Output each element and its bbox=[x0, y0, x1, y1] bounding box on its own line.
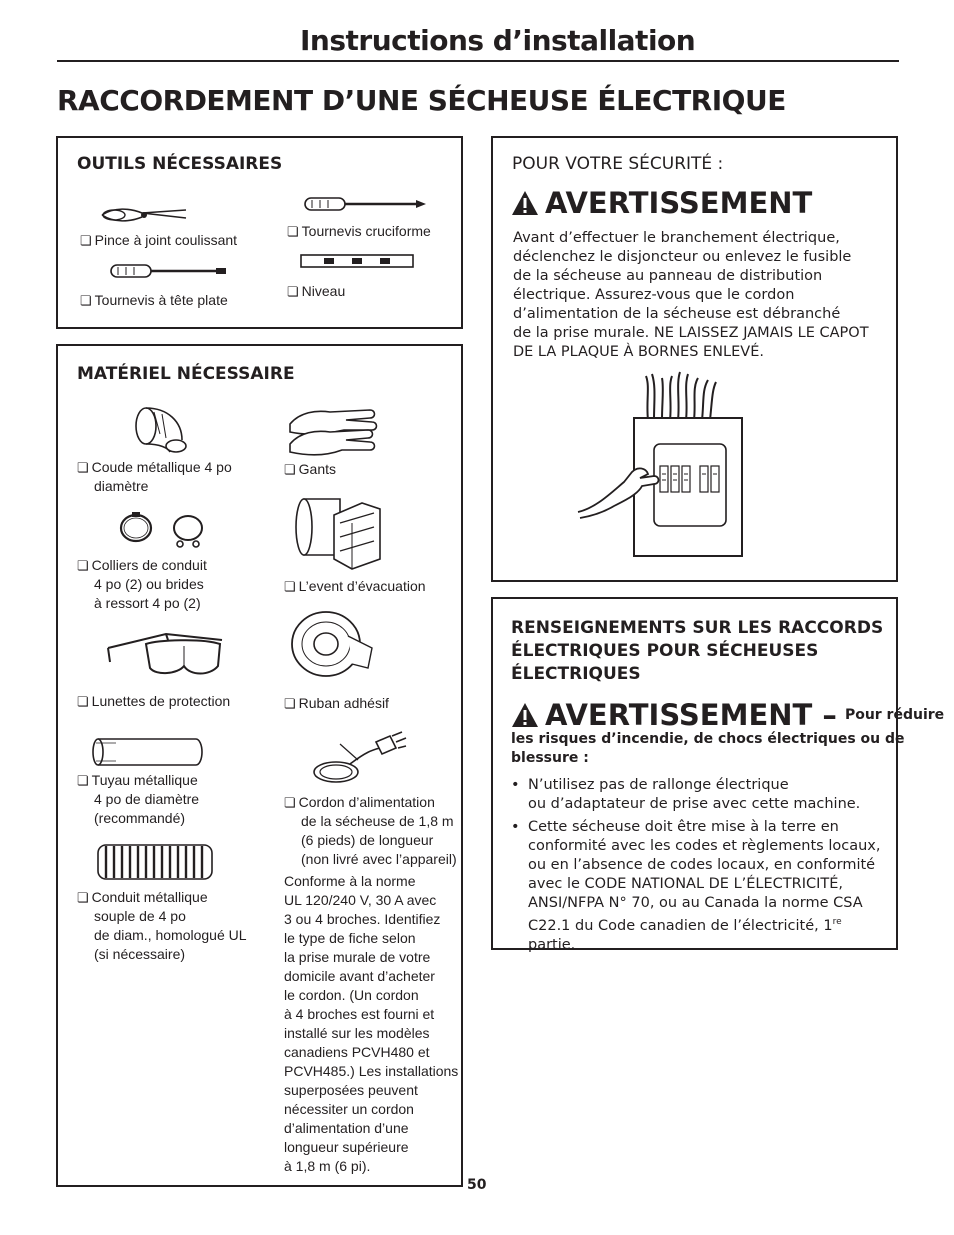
cord-note-line: PCVH485.) Les installations bbox=[284, 1063, 459, 1079]
electrical-heading-line: ÉLECTRIQUES POUR SÉCHEUSES bbox=[511, 641, 819, 661]
checkbox-icon: ❏ bbox=[284, 696, 296, 711]
warning-triangle-icon bbox=[511, 702, 539, 728]
safety-line: de la prise murale. NE LAISSEZ JAMAIS LE CAPOT bbox=[513, 325, 869, 341]
cord-note-line: installé sur les modèles bbox=[284, 1025, 430, 1041]
cord-note-line: le cordon. (Un cordon bbox=[284, 987, 419, 1003]
bullet-line: ou en l’absence de codes locaux, en conformité bbox=[528, 857, 876, 873]
phillips-screwdriver-icon bbox=[304, 196, 430, 212]
checkbox-icon: ❏ bbox=[80, 293, 92, 308]
electrical-heading bbox=[511, 617, 883, 686]
bullet-line: N’utilisez pas de rallonge électrique bbox=[528, 777, 789, 793]
checkbox-icon: ❏ bbox=[77, 694, 89, 709]
elbow-line-1: Coude métallique 4 po bbox=[91, 459, 232, 475]
cord-note-line: canadiens PCVH480 et bbox=[284, 1044, 430, 1060]
gloves-icon bbox=[286, 404, 378, 458]
cord-note-line: 3 ou 4 broches. Identifiez bbox=[284, 911, 441, 927]
warning-sub-line: les risques d’incendie, de chocs électriques ou de bbox=[511, 731, 905, 747]
checkbox-icon: ❏ bbox=[77, 460, 89, 475]
pipe-line-3: (recommandé) bbox=[94, 810, 186, 826]
power-cord-icon bbox=[310, 730, 408, 786]
tool-pliers bbox=[80, 231, 237, 250]
cord-note-line: superposées peuvent bbox=[284, 1082, 418, 1098]
safety-goggles-icon bbox=[106, 632, 224, 678]
checkbox-icon: ❏ bbox=[77, 773, 89, 788]
section-title: RACCORDEMENT D’UNE SÉCHEUSE ÉLECTRIQUE bbox=[57, 84, 786, 117]
header-title: Instructions d’installation bbox=[300, 24, 696, 57]
bullet-line: Cette sécheuse doit être mise à la terre en bbox=[528, 819, 839, 835]
checkbox-icon: ❏ bbox=[287, 284, 299, 299]
safety-line: d’alimentation de la sécheuse est débranché bbox=[513, 306, 841, 322]
cord-line-1: Cordon d’alimentation bbox=[298, 794, 435, 810]
warning-triangle-icon bbox=[511, 190, 539, 216]
gloves-label: Gants bbox=[298, 461, 337, 477]
tool-phillips-label: Tournevis cruciforme bbox=[301, 223, 431, 239]
material-vent bbox=[284, 577, 426, 596]
bullet-line: avec le CODE NATIONAL DE L’ÉLECTRICITÉ, bbox=[528, 876, 844, 892]
electrical-heading-line: RENSEIGNEMENTS SUR LES RACCORDS bbox=[511, 618, 884, 638]
checkbox-icon: ❏ bbox=[77, 558, 89, 573]
warning-sub-line: blessure : bbox=[511, 750, 589, 766]
bullet-line: ANSI/NFPA N° 70, ou au Canada la norme CSA bbox=[528, 895, 863, 911]
checkbox-icon: ❏ bbox=[284, 462, 296, 477]
bullet-extension-cord bbox=[511, 776, 889, 814]
checkbox-icon: ❏ bbox=[284, 795, 296, 810]
bullet-icon: • bbox=[511, 819, 520, 835]
header-rule bbox=[57, 60, 899, 62]
tool-flat-screwdriver-label: Tournevis à tête plate bbox=[94, 292, 228, 308]
clamps-line-2: 4 po (2) ou brides bbox=[94, 576, 204, 592]
flex-line-4: (si nécessaire) bbox=[94, 946, 186, 962]
clamps-line-3: à ressort 4 po (2) bbox=[94, 595, 201, 611]
material-clamps bbox=[77, 556, 277, 613]
material-tape bbox=[284, 694, 389, 713]
bullet-icon: • bbox=[511, 777, 520, 793]
cord-note-line: le type de fiche selon bbox=[284, 930, 416, 946]
material-cord bbox=[284, 793, 464, 869]
cord-line-2: de la sécheuse de 1,8 m bbox=[301, 813, 454, 829]
material-flex-duct bbox=[77, 888, 277, 964]
cord-note-line: à 4 broches est fourni et bbox=[284, 1006, 435, 1022]
tool-level-label: Niveau bbox=[301, 283, 346, 299]
level-icon bbox=[300, 253, 414, 269]
electrical-warning-sub bbox=[511, 730, 905, 768]
pipe-line-1: Tuyau métallique bbox=[91, 772, 198, 788]
checkbox-icon: ❏ bbox=[287, 224, 299, 239]
checkbox-icon: ❏ bbox=[80, 233, 92, 248]
tool-level bbox=[287, 282, 345, 301]
cord-note bbox=[284, 872, 464, 1176]
electrical-heading-line: ÉLECTRIQUES bbox=[511, 664, 641, 684]
pipe-line-2: 4 po de diamètre bbox=[94, 791, 200, 807]
safety-line: électrique. Assurez-vous que le cordon bbox=[513, 287, 795, 303]
exhaust-hood-icon bbox=[294, 493, 384, 571]
bullet-grounding bbox=[511, 818, 891, 955]
duct-tape-icon bbox=[288, 606, 374, 686]
bullet-line-text: C22.1 du Code canadien de l’électricité, 1 bbox=[528, 917, 833, 934]
superscript: re bbox=[832, 917, 842, 927]
tools-heading: OUTILS NÉCESSAIRES bbox=[77, 154, 283, 174]
safety-heading: POUR VOTRE SÉCURITÉ : bbox=[512, 154, 724, 174]
material-goggles bbox=[77, 692, 230, 711]
flex-line-3: de diam., homologué UL bbox=[94, 927, 247, 943]
pliers-icon bbox=[100, 203, 190, 229]
cord-note-line: domicile avant d’acheter bbox=[284, 968, 435, 984]
safety-warning bbox=[511, 186, 812, 220]
flat-screwdriver-icon bbox=[110, 263, 228, 279]
safety-line: déclenchez le disjoncteur ou enlevez le fusible bbox=[513, 249, 852, 265]
safety-text bbox=[513, 229, 893, 362]
cord-note-line: Conforme à la norme bbox=[284, 873, 416, 889]
checkbox-icon: ❏ bbox=[77, 890, 89, 905]
electrical-warning bbox=[511, 698, 944, 732]
safety-warning-label: AVERTISSEMENT bbox=[545, 186, 813, 220]
elbow-line-2: diamètre bbox=[94, 478, 149, 494]
checkbox-icon: ❏ bbox=[284, 579, 296, 594]
safety-line: DE LA PLAQUE À BORNES ENLEVÉ. bbox=[513, 344, 764, 360]
cord-note-line: nécessiter un cordon bbox=[284, 1101, 414, 1117]
tape-label: Ruban adhésif bbox=[298, 695, 389, 711]
flex-line-1: Conduit métallique bbox=[91, 889, 208, 905]
tool-pliers-label: Pince à joint coulissant bbox=[94, 232, 238, 248]
flexible-duct-icon bbox=[96, 843, 216, 881]
bullet-line: ou d’adaptateur de prise avec cette machine. bbox=[528, 796, 861, 812]
cord-line-4: (non livré avec l’appareil) bbox=[301, 851, 457, 867]
safety-line: Avant d’effectuer le branchement électrique, bbox=[513, 230, 840, 246]
tool-phillips bbox=[287, 222, 431, 241]
bullet-line-end: partie. bbox=[528, 936, 576, 953]
safety-line: de la sécheuse au panneau de distribution bbox=[513, 268, 823, 284]
cord-note-line: à 1,8 m (6 pi). bbox=[284, 1158, 371, 1174]
metal-pipe-icon bbox=[92, 737, 204, 767]
breaker-panel-illustration bbox=[576, 372, 746, 558]
material-elbow bbox=[77, 458, 277, 496]
material-gloves bbox=[284, 460, 336, 479]
page-number: 50 bbox=[467, 1177, 487, 1193]
cord-note-line: longueur supérieure bbox=[284, 1139, 409, 1155]
duct-clamps-icon bbox=[118, 510, 214, 550]
elbow-duct-icon bbox=[134, 404, 190, 454]
cord-note-line: UL 120/240 V, 30 A avec bbox=[284, 892, 437, 908]
electrical-warning-label: AVERTISSEMENT – bbox=[545, 698, 837, 732]
clamps-line-1: Colliers de conduit bbox=[91, 557, 207, 573]
goggles-label: Lunettes de protection bbox=[91, 693, 231, 709]
materials-heading: MATÉRIEL NÉCESSAIRE bbox=[77, 364, 295, 384]
cord-note-line: la prise murale de votre bbox=[284, 949, 431, 965]
flex-line-2: souple de 4 po bbox=[94, 908, 186, 924]
cord-note-line: d’alimentation d’une bbox=[284, 1120, 409, 1136]
tool-flat-screwdriver bbox=[80, 291, 228, 310]
bullet-line bbox=[528, 913, 891, 955]
electrical-warning-tail: Pour réduire bbox=[844, 707, 945, 723]
cord-line-3: (6 pieds) de longueur bbox=[301, 832, 434, 848]
material-pipe bbox=[77, 771, 277, 828]
bullet-line: conformité avec les codes et règlements locaux, bbox=[528, 838, 881, 854]
vent-label: L’event d’évacuation bbox=[298, 578, 426, 594]
